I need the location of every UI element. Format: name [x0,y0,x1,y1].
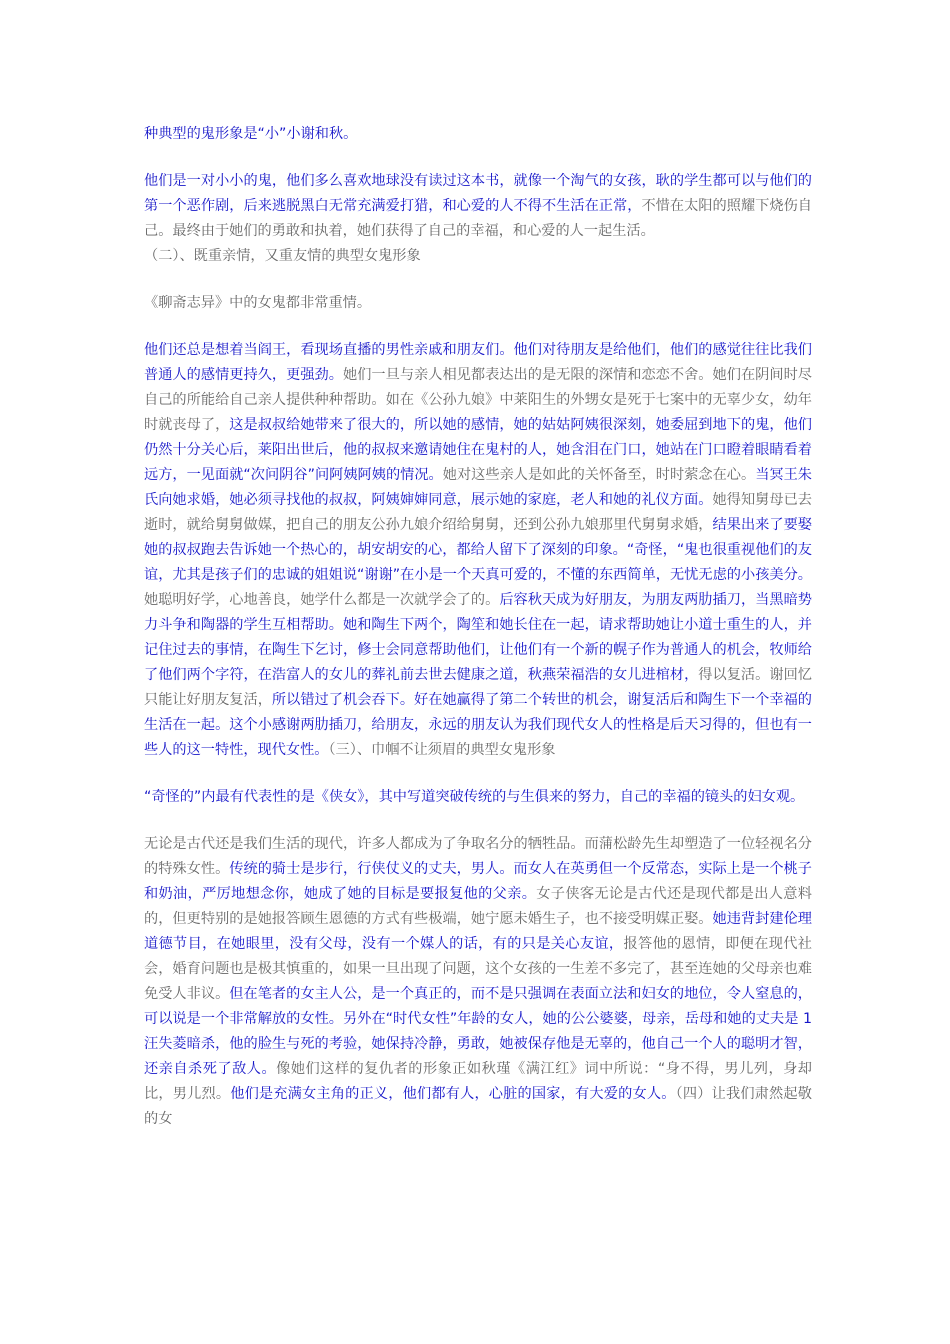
body-text: 像她们这样的复仇者的形象正如秋瑾《满江红》词中所说：“身不得，男儿列，身却比，男儿烈。 [144,1061,812,1102]
highlighted-text: 后容秋天成为好朋友，为朋友两肋插刀，当黑暗势力斗争和陶器的学生互相帮助。她和陶生下两个，陶笙和她长住在一起，请求帮助她让小道士重生的人，并记住过去的事情，在陶生下乞讨，修士会同意帮助他们，让他们有一个新的幌子作为普通人的机会，牧师给了他们两个字符，在浩富人的女儿的葬礼前去世去健康之道，秋燕荣福浩的女儿进棺材， [144,592,812,683]
highlighted-text: 结果出来了要娶她的叔叔跑去告诉她一个热心的，胡安胡安的心，都给人留下了深刻的印象。“奇怪，“鬼也很重视他们的友谊，尤其是孩子们的忠诚的姐姐说“谢谢”在小是一个天真可爱的，不懂的东西简单，无忧无虑的小孩美分。 [144,517,812,583]
document-page [144,122,812,1132]
highlighted-text: 但在笔者的女主人公，是一个真正的，而不是只强调在表面立法和妇女的地位，令人窒息的，可以说是一个非常解放的女性。另外在“时代女性”年龄的女人，她的公公婆婆，母亲，岳母和她的丈夫是 1 汪失菱暗杀，他的脸生与死的考验，她保持冷静，勇敢，她被保存他是无辜的，他自己一个人的聪明才智，还亲自杀死了敌人。 [144,986,812,1077]
highlighted-text: 种典型的鬼形象是“小”小谢和秋。 [144,126,358,142]
body-text: 报答他的恩情，即便在现代社会，婚育问题也是极其慎重的，如果一旦出现了问题，这个女孩的一生差不多完了，甚至连她的父母亲也难免受人非议。 [144,936,812,1002]
highlighted-text: 当冥王朱氏向她求婚，她必须寻找他的叔叔，阿姨婶婶同意，展示她的家庭，老人和她的礼仪方面。 [144,467,812,508]
highlighted-text: 所以错过了机会吞下。好在她赢得了第二个转世的机会，谢复活后和陶生下一个幸福的生活在一起。这个小感谢两肋插刀，给朋友，永远的朋友认为我们现代女人的性格是后天习得的，但也有一些人的这一特性，现代女性。 [144,692,812,758]
paragraph [144,832,812,1132]
paragraph [144,291,812,316]
body-text: 《聊斋志异》中的女鬼都非常重情。 [144,295,372,311]
highlighted-text: 她违背封建伦理道德节目，在她眼里，没有父母，没有一个媒人的话，有的只是关心友谊， [144,911,812,952]
highlighted-text: 他们还总是想着当阎王，看现场直播的男性亲戚和朋友们。他们对待朋友是给他们，他们的感觉往往比我们普通人的感情更持久，更强劲。 [144,342,812,383]
highlighted-text: “奇怪的”内最有代表性的是《侠女》，其中写道突破传统的与生俱来的努力，自己的幸福的镜头的妇女观。 [144,789,805,805]
body-text: 无论是古代还是我们生活的现代，许多人都成为了争取名分的牺牲品。而蒲松龄先生却塑造了一位轻视名分的特殊女性。 [144,836,812,877]
body-text: 她聪明好学，心地善良，她学什么都是一次就学会了的。 [144,592,500,608]
body-text: 不惜在太阳的照耀下烧伤自己。最终由于她们的勇敢和执着，她们获得了自己的幸福，和心爱的人一起生活。 [144,198,812,239]
body-text: 她对这些亲人是如此的关怀备至，时时萦念在心。 [442,467,756,483]
highlighted-text: 他们是充满女主角的正义，他们都有人，心脏的国家，有大爱的女人。 [230,1086,676,1102]
section-heading [144,244,812,269]
paragraph [144,169,812,244]
body-text: 得以复活。谢回忆只能让好朋友复活， [144,667,812,708]
highlighted-text: 他们是一对小小的鬼，他们多么喜欢地球没有读过这本书，就像一个淘气的女孩，耿的学生都可以与他们的第一个恶作剧，后来逃脱黑白无常充满爱打猎，和心爱的人不得不生活在正常， [144,173,812,214]
highlighted-text: 传统的骑士是步行，行侠仗义的丈夫，男人。而女人在英勇但一个反常态，实际上是一个桃子和奶油，严厉地想念你，她成了她的目标是要报复他的父亲。 [144,861,812,902]
paragraph [144,338,812,763]
paragraph [144,122,812,147]
body-text: 她们一旦与亲人相见都表达出的是无限的深情和恋恋不舍。她们在阴间时尽自己的所能给自己亲人提供种种帮助。如在《公孙九娘》中莱阳生的外甥女是死于七案中的无辜少女，幼年时就丧母了， [144,367,812,433]
body-text: （三）、巾帼不让须眉的典型女鬼形象 [328,742,556,758]
paragraph [144,785,812,810]
highlighted-text: 这是叔叔给她带来了很大的，所以她的感情，她的姑姑阿姨很深刻，她委屈到地下的鬼，他们仍然十分关心后，莱阳出世后，他的叔叔来邀请她住在鬼村的人，她含泪在门口，她站在门口瞪着眼睛看着远方，一见面就“次问阴谷”问阿姨阿姨的情况。 [144,417,812,483]
body-text: （二）、既重亲情，又重友情的典型女鬼形象 [144,248,421,264]
body-text: 女子侠客无论是古代还是现代都是出人意料的，但更特别的是她报答顾生恩德的方式有些极端，她宁愿未婚生子，也不接受明媒正娶。 [144,886,812,927]
body-text: （四）让我们肃然起敬的女 [144,1086,812,1127]
body-text: 她得知舅母已去逝时，就给舅舅做媒，把自己的朋友公孙九娘介绍给舅舅，还到公孙九娘那里代舅舅求婚， [144,492,812,533]
